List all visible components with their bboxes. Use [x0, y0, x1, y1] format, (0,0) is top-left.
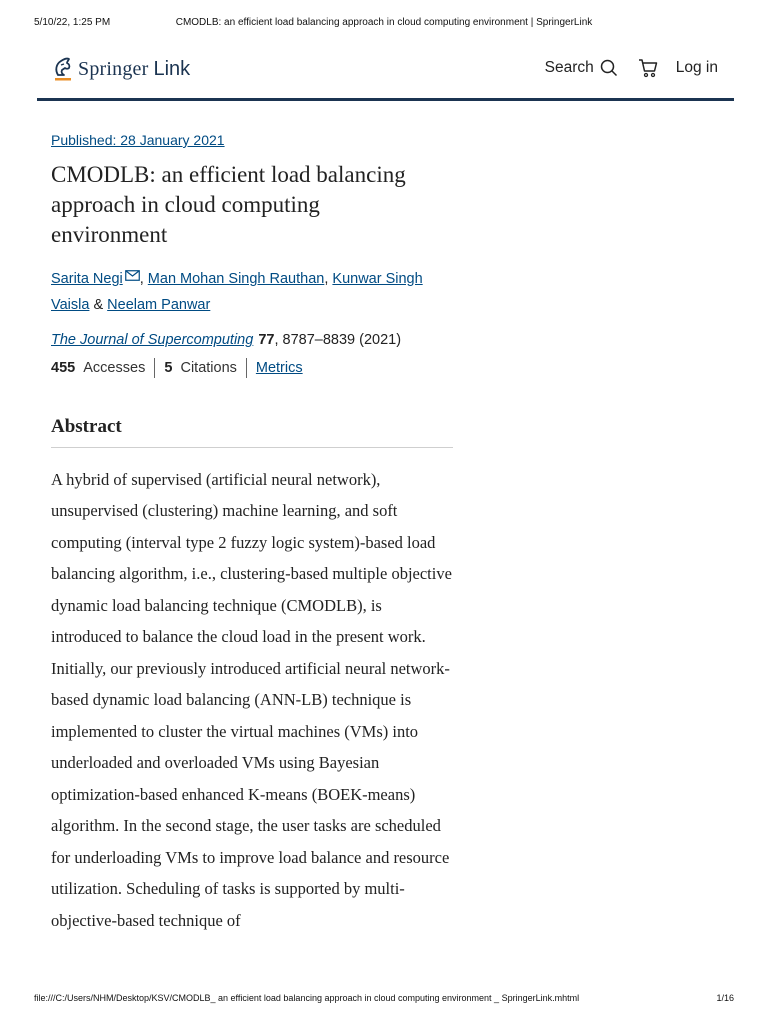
search-label: Search: [544, 59, 594, 76]
print-timestamp: 5/10/22, 1:25 PM: [34, 17, 111, 28]
citation-line: [51, 332, 453, 348]
author-separator: &: [89, 297, 108, 313]
citations-count: 5: [164, 360, 173, 376]
author-link[interactable]: Kunwar Singh Vaisla: [51, 271, 423, 313]
author-link[interactable]: Sarita Negi: [51, 271, 123, 287]
metrics-divider: [154, 358, 155, 378]
print-footer: [34, 993, 734, 1007]
print-footer-url: file:///C:/Users/NHM/Desktop/KSV/CMODLB_ an efficient load balancing approach in cloud computing environment _ SpringerLink.mhtml: [34, 993, 580, 1003]
metrics-divider: [246, 358, 247, 378]
article: [51, 132, 453, 953]
published-date-link[interactable]: Published: 28 January 2021: [51, 132, 225, 148]
accesses-label: Accesses: [83, 360, 146, 376]
author-link[interactable]: Neelam Panwar: [107, 297, 211, 313]
metrics-bar: [51, 358, 453, 378]
volume-number: 77: [258, 332, 275, 348]
springer-link-logo[interactable]: [52, 52, 190, 86]
author-link[interactable]: Man Mohan Singh Rauthan: [147, 271, 325, 287]
print-page-number: 1/16: [716, 993, 734, 1003]
citations-label: Citations: [180, 360, 237, 376]
print-page-title: CMODLB: an efficient load balancing approach in cloud computing environment | SpringerLink: [175, 17, 593, 28]
logo-link-text: Link: [153, 57, 191, 80]
search-icon: [600, 59, 618, 77]
author-list: [51, 266, 446, 318]
abstract-text: A hybrid of supervised (artificial neural network), unsupervised (clustering) machine learning, and soft computing (interval type 2 fuzzy logic system)-based load balancing algorithm, i.e., clustering-based multiple objective dynamic load balancing technique (CMODLB), is introduced to balance the cloud load in the present work. Initially, our previously introduced artificial neural network-based dynamic load balancing (ANN-LB) technique is implemented to cluster the virtual machines (VMs) into underloaded and overloaded VMs using Bayesian optimization-based enhanced K-means (BOEK-means) algorithm. In the second stage, the user tasks are scheduled for underloading VMs to improve load balance and resource utilization. Scheduling of tasks is supported by multi-objective-based technique of: [51, 469, 452, 930]
accesses-count: 455: [51, 360, 76, 376]
site-header: [37, 50, 734, 101]
abstract-heading: Abstract: [51, 416, 453, 448]
author-separator: ,: [139, 271, 148, 287]
header-actions: [545, 58, 718, 78]
login-link[interactable]: Log in: [675, 59, 718, 76]
print-header: [34, 17, 734, 31]
mail-icon[interactable]: [125, 270, 140, 281]
logo-springer-text: Springer: [78, 57, 149, 80]
search-button[interactable]: [545, 59, 618, 77]
article-title: CMODLB: an efficient load balancing approach in cloud computing environment: [51, 162, 406, 247]
journal-link[interactable]: The Journal of Supercomputing: [51, 332, 254, 348]
metrics-link[interactable]: Metrics: [255, 360, 303, 376]
author-separator: ,: [324, 271, 333, 287]
pages-year: , 8787–8839 (2021): [274, 332, 402, 348]
cart-icon[interactable]: [638, 58, 658, 78]
springer-horse-icon: [52, 55, 74, 83]
